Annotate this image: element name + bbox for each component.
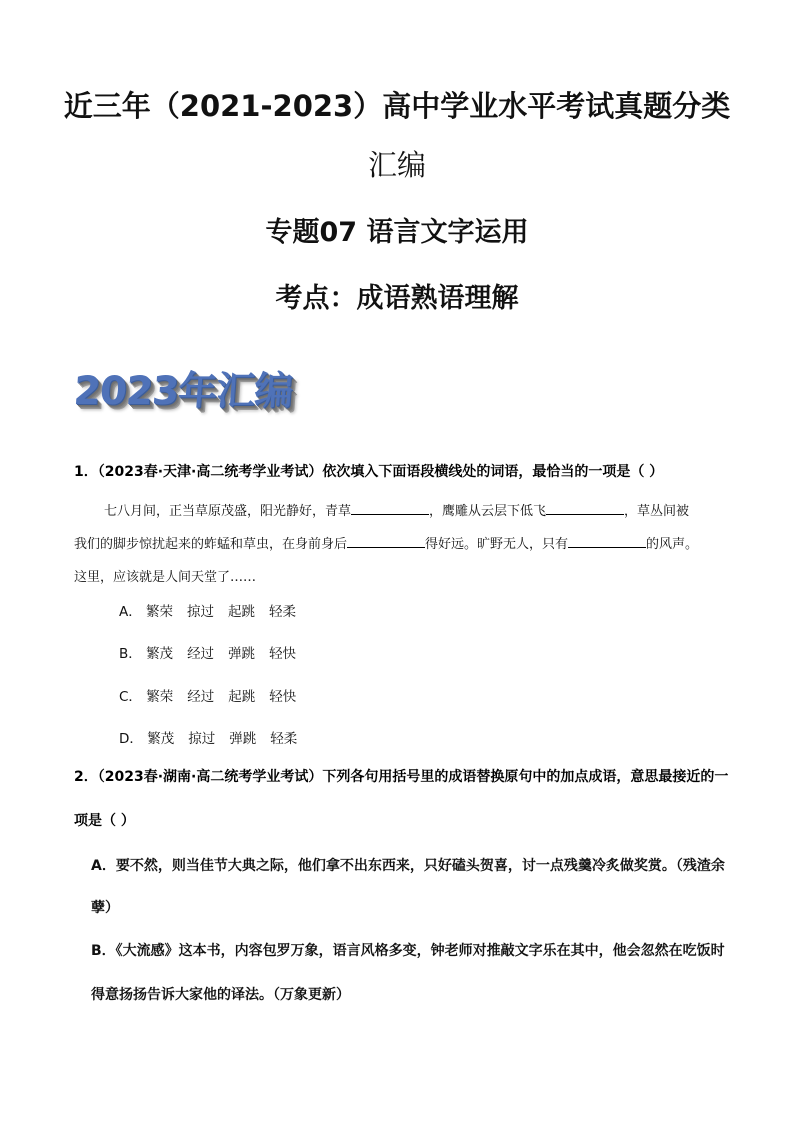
option-word: 掠过 [188, 731, 216, 747]
q1-option-d[interactable] [119, 727, 311, 747]
option-word: 繁荣 [146, 604, 174, 620]
option-word: 起跳 [228, 689, 256, 705]
q1-passage-line3: 这里，应该就是人间天堂了…… [74, 570, 257, 585]
passage-text: 七八月间，正当草原茂盛，阳光静好，青草 [104, 504, 352, 519]
option-word: 起跳 [228, 604, 256, 620]
question-2-stem-line2: 项是（ ） [74, 813, 135, 829]
option-word: 经过 [187, 646, 215, 662]
blank-4 [568, 535, 646, 548]
question-2-stem-line1: 2．（2023春·湖南·高二统考学业考试）下列各句用括号里的成语替换原句中的加点成语，意思最接近的一 [74, 769, 729, 785]
blank-3 [347, 535, 425, 548]
option-word: 轻柔 [269, 604, 297, 620]
passage-text: ，草丛间被 [624, 504, 690, 519]
q2-option-b-line1[interactable]: B．《大流感》这本书，内容包罗万象，语言风格多变，钟老师对推敲文字乐在其中，他会忽然在吃饭时 [91, 943, 725, 959]
q1-option-c[interactable] [119, 685, 310, 705]
passage-text: 得好远。旷野无人，只有 [425, 537, 569, 552]
option-word: 轻柔 [270, 731, 298, 747]
option-word: 掠过 [187, 604, 215, 620]
option-label: B． [119, 646, 142, 662]
passage-text: 我们的脚步惊扰起来的蚱蜢和草虫，在身前身后 [74, 537, 348, 552]
option-word: 弹跳 [228, 646, 256, 662]
question-1-stem: 1．（2023春·天津·高二统考学业考试）依次填入下面语段横线处的词语，最恰当的一项是（ ） [74, 464, 664, 480]
option-label: A． [119, 604, 142, 620]
year-banner: 2023年汇编 [72, 369, 294, 414]
blank-1 [351, 502, 429, 515]
option-label: D． [119, 731, 143, 747]
passage-text: 的风声。 [646, 537, 699, 552]
option-label: C． [119, 689, 142, 705]
q1-option-a[interactable] [119, 600, 310, 620]
q1-option-b[interactable] [119, 642, 310, 662]
passage-text: ，鹰雕从云层下低飞 [429, 504, 547, 519]
option-word: 经过 [187, 689, 215, 705]
option-word: 轻快 [269, 689, 297, 705]
q1-passage-line2 [74, 533, 698, 552]
option-word: 繁茂 [146, 646, 174, 662]
option-word: 繁荣 [146, 689, 174, 705]
topic-title: 专题07 语言文字运用 [265, 217, 529, 248]
q2-option-a-line2: 孽） [91, 900, 119, 916]
doc-title-line2: 汇编 [367, 148, 426, 182]
doc-title-line1: 近三年（2021-2023）高中学业水平考试真题分类 [63, 89, 731, 123]
blank-2 [546, 502, 624, 515]
kaodian-title: 考点：成语熟语理解 [275, 283, 519, 314]
q2-option-b-line2: 得意扬扬告诉大家他的译法。（万象更新） [91, 987, 350, 1003]
option-word: 弹跳 [229, 731, 257, 747]
option-word: 轻快 [269, 646, 297, 662]
q2-option-a-line1[interactable]: A．要不然，则当佳节大典之际，他们拿不出东西来，只好磕头贺喜，讨一点残羹冷炙做奖赏。（残渣余 [91, 858, 725, 874]
q1-passage-line1 [104, 500, 689, 519]
option-word: 繁茂 [147, 731, 175, 747]
